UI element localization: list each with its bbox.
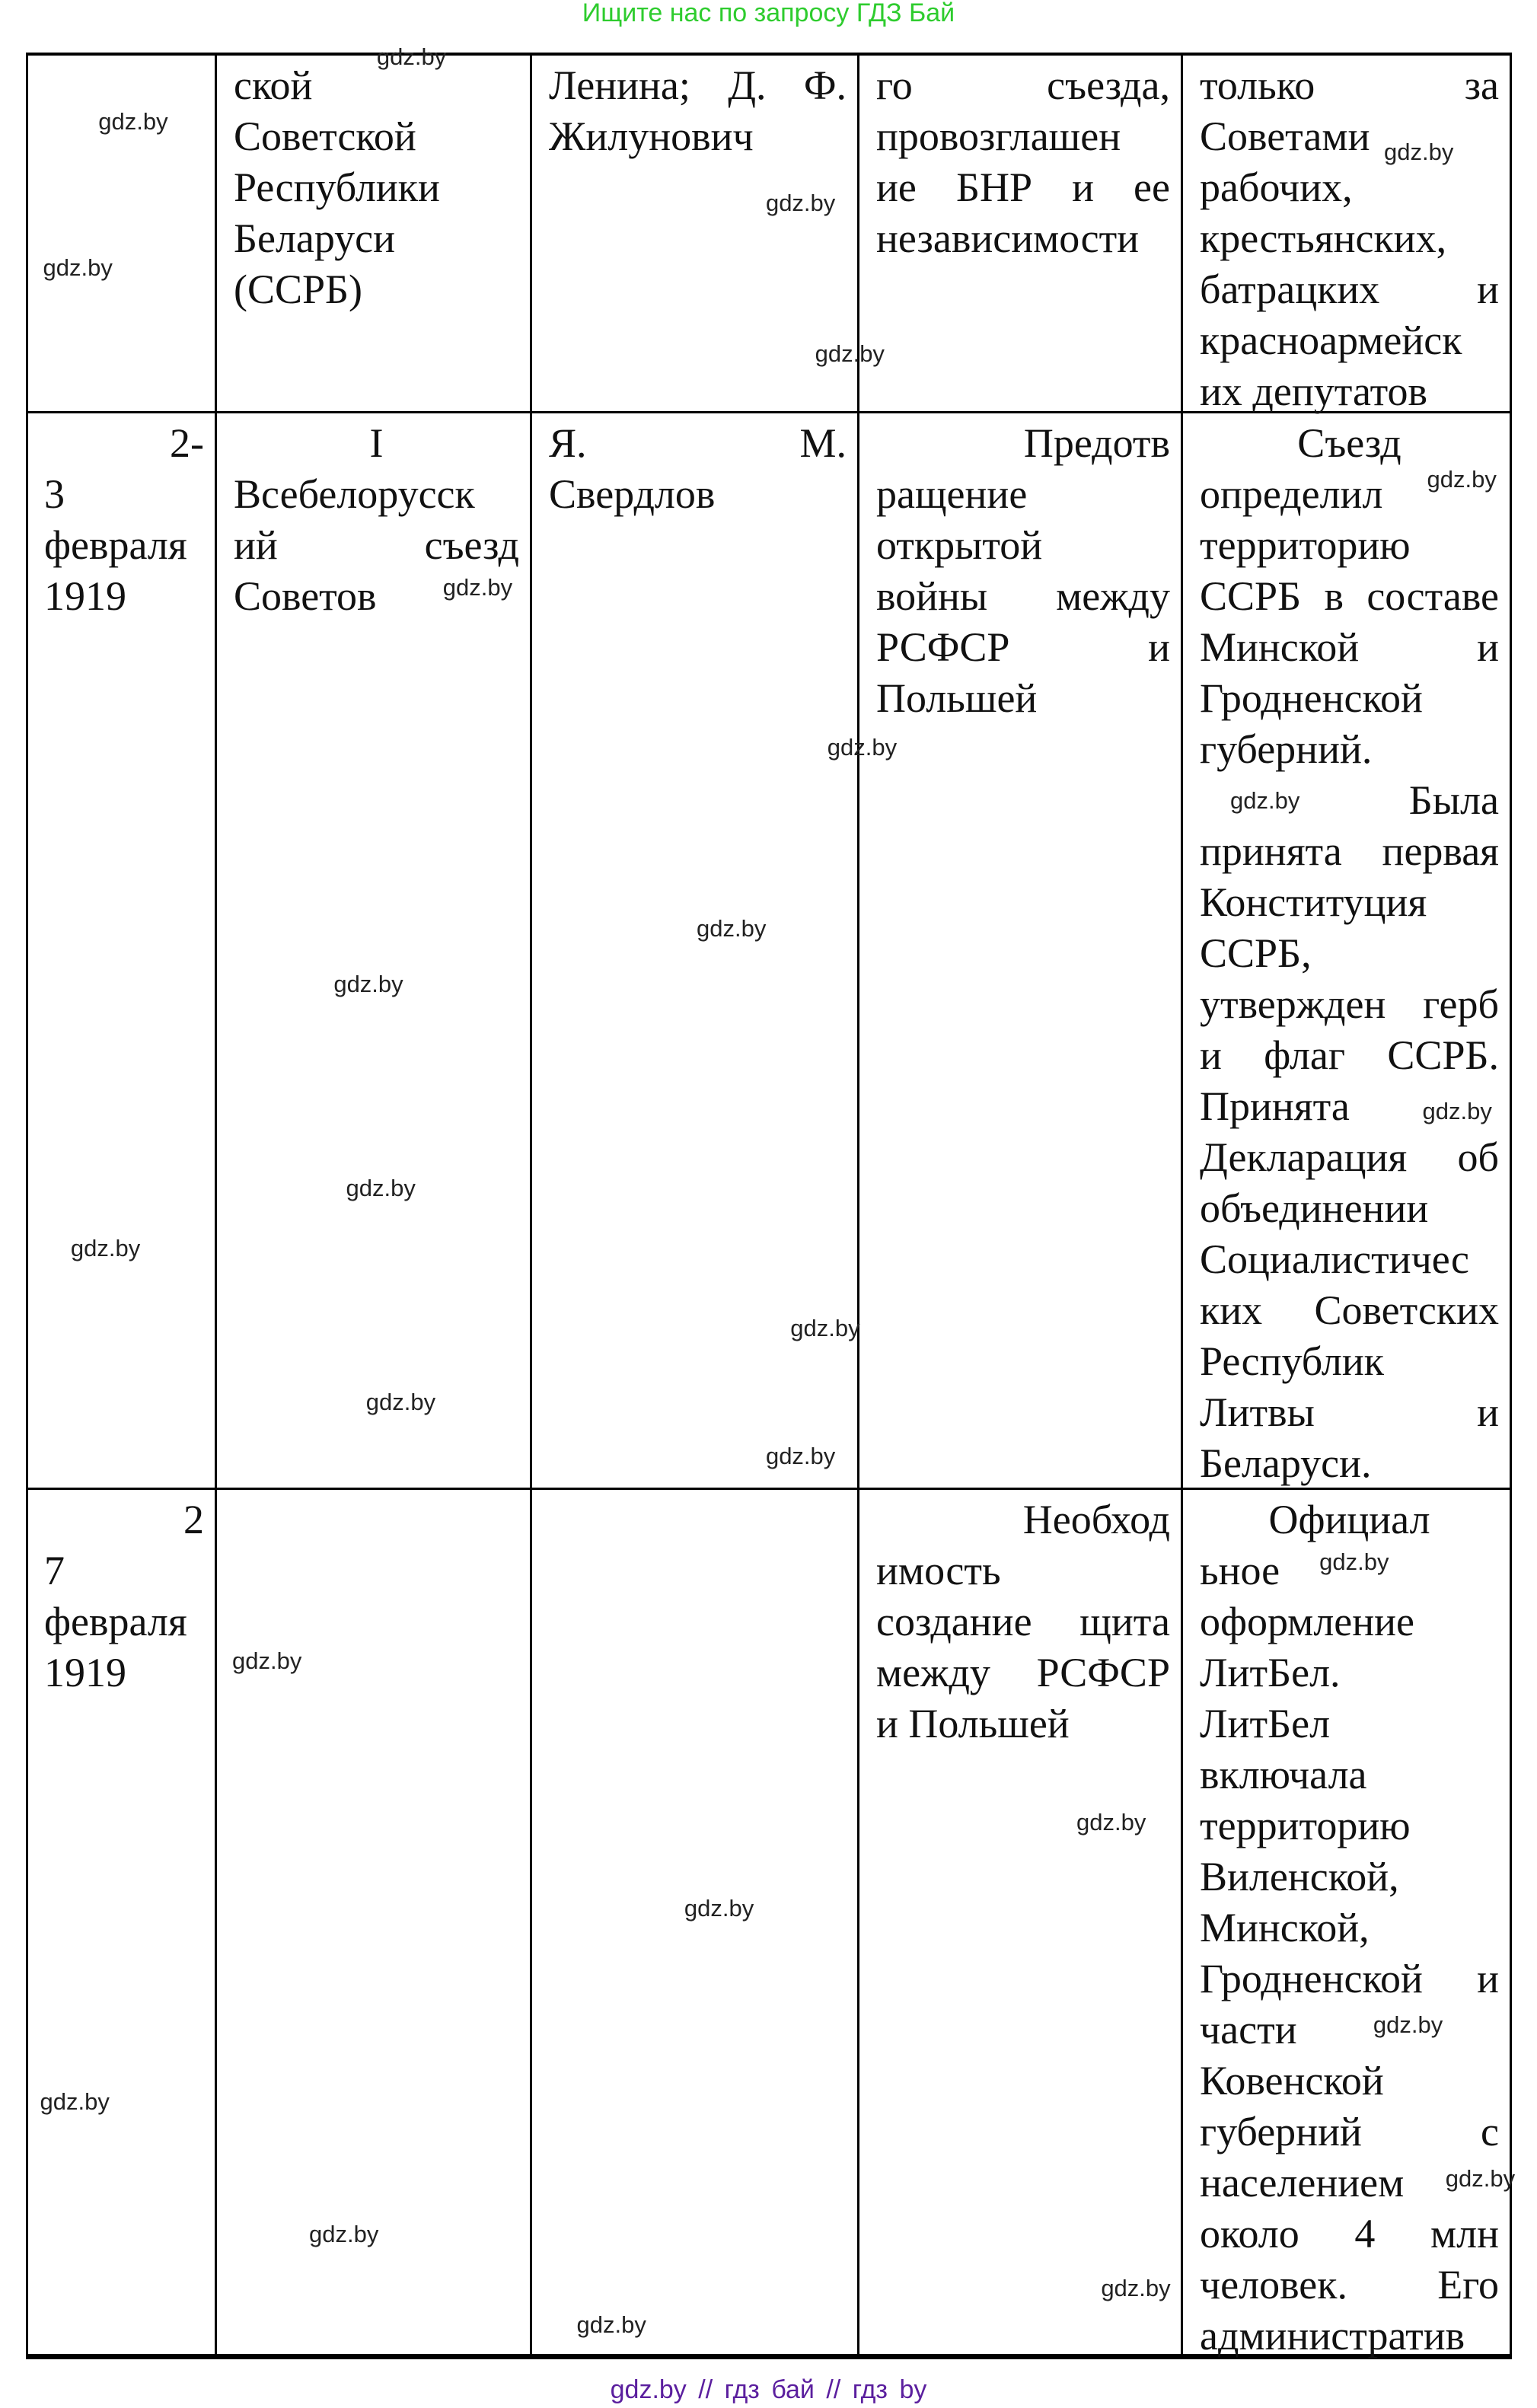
cell-text-line: Советами — [1200, 113, 1370, 159]
cell-text-line: ЛитБел. — [1200, 1650, 1341, 1695]
watermark: gdz.by — [98, 107, 168, 135]
watermark: gdz.by — [1373, 2011, 1443, 2039]
table-cell-participants — [532, 56, 857, 411]
cell-text-line: территорию — [1200, 522, 1411, 568]
cell-text-line: рабочих, — [1200, 164, 1353, 210]
cell-text-line: включала — [1200, 1752, 1367, 1797]
cell-text-line: определил — [1200, 471, 1383, 517]
cell-text-line: ие БНР и ее — [876, 164, 1170, 210]
cell-text-line: части — [1200, 2007, 1297, 2052]
cell-text-line: Я. М. — [549, 420, 847, 466]
cell-text-line: РСФСР и — [876, 624, 1170, 670]
cell-text-line: только за — [1200, 62, 1499, 108]
cell-text-line: объединении — [1200, 1185, 1429, 1231]
cell-text-line: Республик — [1200, 1338, 1384, 1384]
cell-text-line: оформление — [1200, 1599, 1415, 1644]
watermark: gdz.by — [1422, 1098, 1492, 1125]
watermark: gdz.by — [815, 340, 885, 367]
cell-text-line: административ — [1200, 2313, 1465, 2359]
table-cell-results — [1183, 413, 1510, 1488]
cell-text-line: провозглашен — [876, 113, 1121, 159]
watermark: gdz.by — [40, 2088, 110, 2116]
cell-text-line: Социалистичес — [1200, 1236, 1470, 1282]
cell-text-line: Польшей — [876, 675, 1038, 721]
table-cell-date — [27, 413, 215, 1488]
cell-text-line: I — [369, 420, 384, 466]
cell-text-line: населением — [1200, 2160, 1405, 2205]
cell-text-line: ий съезд — [234, 522, 519, 568]
cell-text-line: Виленской, — [1200, 1854, 1399, 1899]
watermark: gdz.by — [684, 1894, 754, 1922]
cell-text-line: февраля — [44, 1599, 187, 1644]
cell-text-line: имость — [876, 1548, 1001, 1593]
watermark: gdz.by — [309, 2221, 379, 2248]
cell-text-line: февраля — [44, 522, 187, 568]
cell-text-line: Всебелорусск — [234, 471, 475, 517]
cell-text-line: Свердлов — [549, 471, 716, 517]
cell-text-line: Жилунович — [549, 113, 754, 159]
cell-text-line: губерний с — [1200, 2109, 1499, 2154]
table-cell-goals — [859, 1490, 1181, 2354]
watermark: gdz.by — [1445, 2165, 1516, 2193]
cell-text-line: Предотв — [1023, 420, 1170, 466]
cell-text-line: 2- — [170, 420, 204, 466]
table-cell-event — [217, 56, 530, 411]
cell-text-line: крестьянских, — [1200, 215, 1447, 261]
cell-text-line: территорию — [1200, 1803, 1411, 1848]
cell-text-line: принята первая — [1200, 828, 1499, 874]
watermark: gdz.by — [365, 1389, 436, 1416]
cell-text-line: Принята — [1200, 1083, 1350, 1129]
cell-text-line: ращение — [876, 471, 1028, 517]
watermark: gdz.by — [765, 189, 836, 216]
cell-text-line: ССРБ, — [1200, 930, 1312, 976]
cell-text-line: Советской — [234, 113, 416, 159]
cell-text-line: (ССРБ) — [234, 266, 363, 312]
watermark: gdz.by — [790, 1315, 860, 1342]
watermark: gdz.by — [232, 1647, 302, 1674]
cell-text-line: Декларация об — [1200, 1134, 1499, 1180]
watermark: gdz.by — [376, 43, 447, 70]
table-cell-goals — [859, 56, 1181, 411]
cell-text-line: войны между — [876, 573, 1170, 619]
cell-text-line: между РСФСР — [876, 1650, 1170, 1695]
cell-text-line: Официал — [1268, 1497, 1430, 1542]
cell-text-line: создание щита — [876, 1599, 1170, 1644]
watermark: gdz.by — [333, 970, 403, 997]
watermark: gdz.by — [43, 254, 113, 281]
watermark: gdz.by — [442, 573, 513, 601]
watermark: gdz.by — [346, 1175, 416, 1202]
cell-text-line: Литвы и — [1200, 1389, 1499, 1435]
watermark: gdz.by — [1427, 466, 1497, 493]
watermark: gdz.by — [576, 2311, 646, 2339]
cell-text-line: независимости — [876, 215, 1140, 261]
cell-text-line: го съезда, — [876, 62, 1170, 108]
cell-text-line: батрацких и — [1200, 266, 1499, 312]
cell-text-line: ЛитБел — [1200, 1701, 1331, 1746]
cell-text-line: Республики — [234, 164, 440, 210]
table-cell-results — [1183, 56, 1510, 414]
watermark: gdz.by — [765, 1442, 836, 1469]
cell-text-line: их депутатов — [1200, 368, 1427, 414]
cell-text-line: губерний. — [1200, 726, 1373, 772]
watermark: gdz.by — [1384, 139, 1454, 165]
watermark: gdz.by — [1319, 1548, 1389, 1576]
table-cell-date — [27, 1490, 215, 2354]
cell-text-line: Съезд — [1297, 420, 1401, 466]
cell-text-line: Гродненской — [1200, 675, 1423, 721]
watermark: gdz.by — [1101, 2274, 1171, 2301]
cell-text-line: 3 — [44, 471, 65, 517]
cell-text-line: Гродненской и — [1200, 1956, 1499, 2001]
cell-text-line: ской — [234, 62, 313, 108]
table-cell-results — [1183, 1490, 1510, 2359]
table-cell-participants — [532, 1490, 857, 2354]
cell-text-line: и Польшей — [876, 1701, 1070, 1746]
cell-text-line: ьное — [1200, 1548, 1280, 1593]
cell-text-line: Необход — [1022, 1497, 1170, 1542]
cell-text-line: Беларуси — [234, 215, 396, 261]
cell-text-line: около 4 млн — [1200, 2211, 1499, 2257]
cell-text-line: открытой — [876, 522, 1043, 568]
footer-links: gdz.by // гдз бай // гдз by — [610, 2375, 927, 2404]
cell-text-line: Была — [1408, 777, 1499, 823]
cell-text-line: 7 — [44, 1548, 65, 1593]
cell-text-line: Ковенской — [1200, 2058, 1384, 2103]
cell-text-line: 1919 — [44, 573, 126, 619]
watermark: gdz.by — [70, 1235, 141, 1262]
cell-text-line: утвержден герб — [1200, 981, 1499, 1027]
watermark: gdz.by — [1076, 1808, 1146, 1836]
cell-text-line: Беларуси. — [1200, 1440, 1372, 1486]
column-divider — [1510, 53, 1512, 2357]
cell-text-line: человек. Его — [1200, 2262, 1499, 2308]
cell-text-line: красноармейск — [1200, 317, 1462, 363]
watermark: gdz.by — [1230, 787, 1300, 815]
cell-text-line: Ленина; Д. Ф. — [549, 62, 847, 108]
cell-text-line: Советов — [234, 573, 377, 619]
cell-text-line: ССРБ в составе — [1200, 573, 1499, 619]
watermark: gdz.by — [697, 915, 767, 942]
cell-text-line: Минской и — [1200, 624, 1499, 670]
cell-text-line: ких Советских — [1200, 1287, 1499, 1333]
cell-text-line: Конституция — [1200, 879, 1427, 925]
table-cell-goals — [859, 413, 1181, 1488]
cell-text-line: Минской, — [1200, 1905, 1370, 1950]
watermark: gdz.by — [827, 733, 898, 761]
cell-text-line: 1919 — [44, 1650, 126, 1695]
search-banner: Ищите нас по запросу ГДЗ Бай — [582, 0, 955, 27]
cell-text-line: 2 — [183, 1497, 204, 1542]
cell-text-line: и флаг ССРБ. — [1200, 1032, 1499, 1078]
